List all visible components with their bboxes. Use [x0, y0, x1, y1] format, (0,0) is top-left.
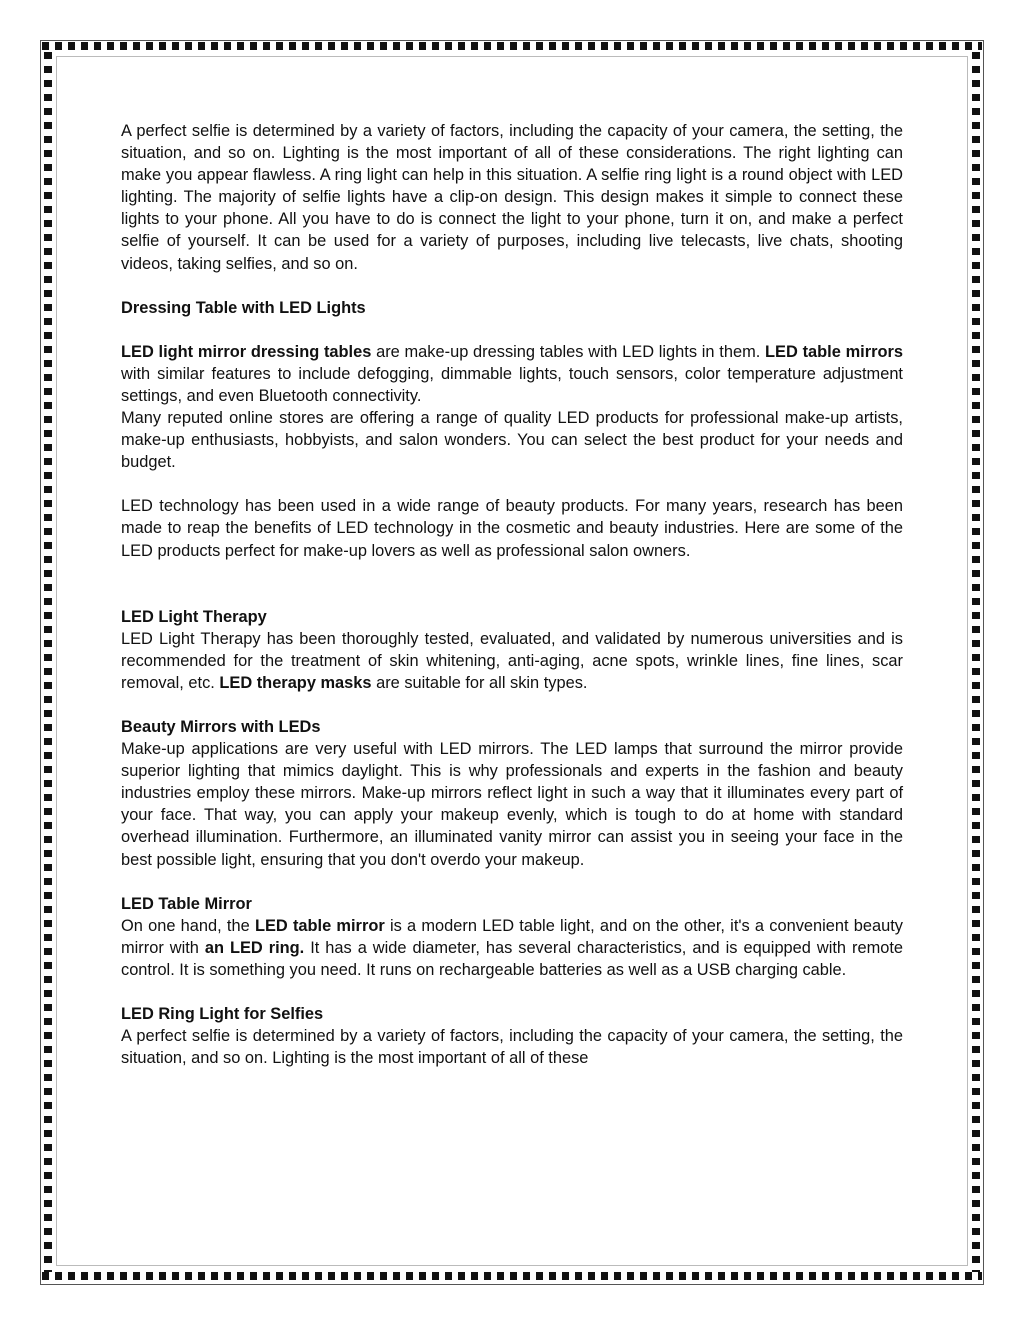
- dressing-link-bold-1: LED light mirror dressing tables: [121, 342, 372, 361]
- intro-paragraph: A perfect selfie is determined by a variety of factors, including the capacity of your camera, the setting, the situation, and so on. Lighting is the most important of all of these considerations. The right lighting can make you appear flawless. A ring light can help in this situation. A selfie ring light is a round object with LED lighting. The majority of selfie lights have a clip-on design. This design makes it simple to connect these lights to your phone. All you have to do is connect the light to your phone, turn it on, and make a perfect selfie of yourself. It can be used for a variety of purposes, including live telecasts, live chats, shooting videos, taking selfies, and so on.: [121, 122, 903, 273]
- therapy-bold: LED therapy masks: [219, 673, 372, 692]
- beauty-paragraph: Make-up applications are very useful with LED mirrors. The LED lamps that surround the mirror provide superior lighting that mimics daylight. This is why professionals and experts in the fashion and beauty industries employ these mirrors. Make-up mirrors reflect light in such a way that it illuminates every part of your face. That way, you can apply your makeup evenly, which is tough to do at home with standard overhead illumination. Furthermore, an illuminated vanity mirror can assist you in seeing your face in the best possible light, ensuring that you don't overdo your makeup.: [121, 740, 903, 869]
- checkered-border-right: [972, 52, 980, 1272]
- therapy-heading: LED Light Therapy: [121, 607, 267, 626]
- document-body: [121, 120, 903, 1069]
- dressing-paragraph-1: LED light mirror dressing tables are make-up dressing tables with LED lights in them. LED table mirrors with similar features to include defogging, dimmable lights, touch sensors, color temperature adjustment settings, and even Bluetooth connectivity.: [121, 342, 903, 405]
- dressing-heading: Dressing Table with LED Lights: [121, 298, 366, 317]
- table-mirror-bold-1: LED table mirror: [254, 916, 385, 935]
- checkered-border-left: [44, 52, 52, 1272]
- dressing-paragraph-2: Many reputed online stores are offering a range of quality LED products for professional make-up artists, make-up enthusiasts, hobbyists, and salon wonders. You can select the best product for your needs and budget.: [121, 409, 903, 472]
- ring-paragraph: A perfect selfie is determined by a variety of factors, including the capacity of your camera, the setting, the situation, and so on. Lighting is the most important of all of these: [121, 1027, 903, 1068]
- dressing-link-bold-2: LED table mirrors: [765, 342, 903, 361]
- ring-heading: LED Ring Light for Selfies: [121, 1005, 324, 1023]
- table-mirror-paragraph: On one hand, the LED table mirror is a modern LED table light, and on the other, it's a convenient beauty mirror with an LED ring. It has a wide diameter, has several characteristics, and is equipped with remote control. It is something you need. It runs on rechargeable batteries as well as a USB charging cable.: [121, 916, 904, 979]
- dressing-paragraph-3: LED technology has been used in a wide range of beauty products. For many years, research has been made to reap the benefits of LED technology in the cosmetic and beauty industries. Here are some of the LED products perfect for make-up lovers as well as professional salon owners.: [121, 497, 903, 560]
- checkered-border-bottom: [42, 1272, 982, 1280]
- therapy-paragraph: LED Light Therapy has been thoroughly tested, evaluated, and validated by numerous universities and is recommended for the treatment of skin whitening, anti-aging, acne spots, wrinkle lines, fine lines, scar removal, etc. LED therapy masks are suitable for all skin types.: [121, 629, 903, 692]
- table-mirror-bold-2: an LED ring.: [204, 938, 305, 957]
- checkered-border-top: [42, 42, 982, 50]
- table-mirror-heading: LED Table Mirror: [121, 894, 252, 913]
- beauty-heading: Beauty Mirrors with LEDs: [121, 717, 321, 736]
